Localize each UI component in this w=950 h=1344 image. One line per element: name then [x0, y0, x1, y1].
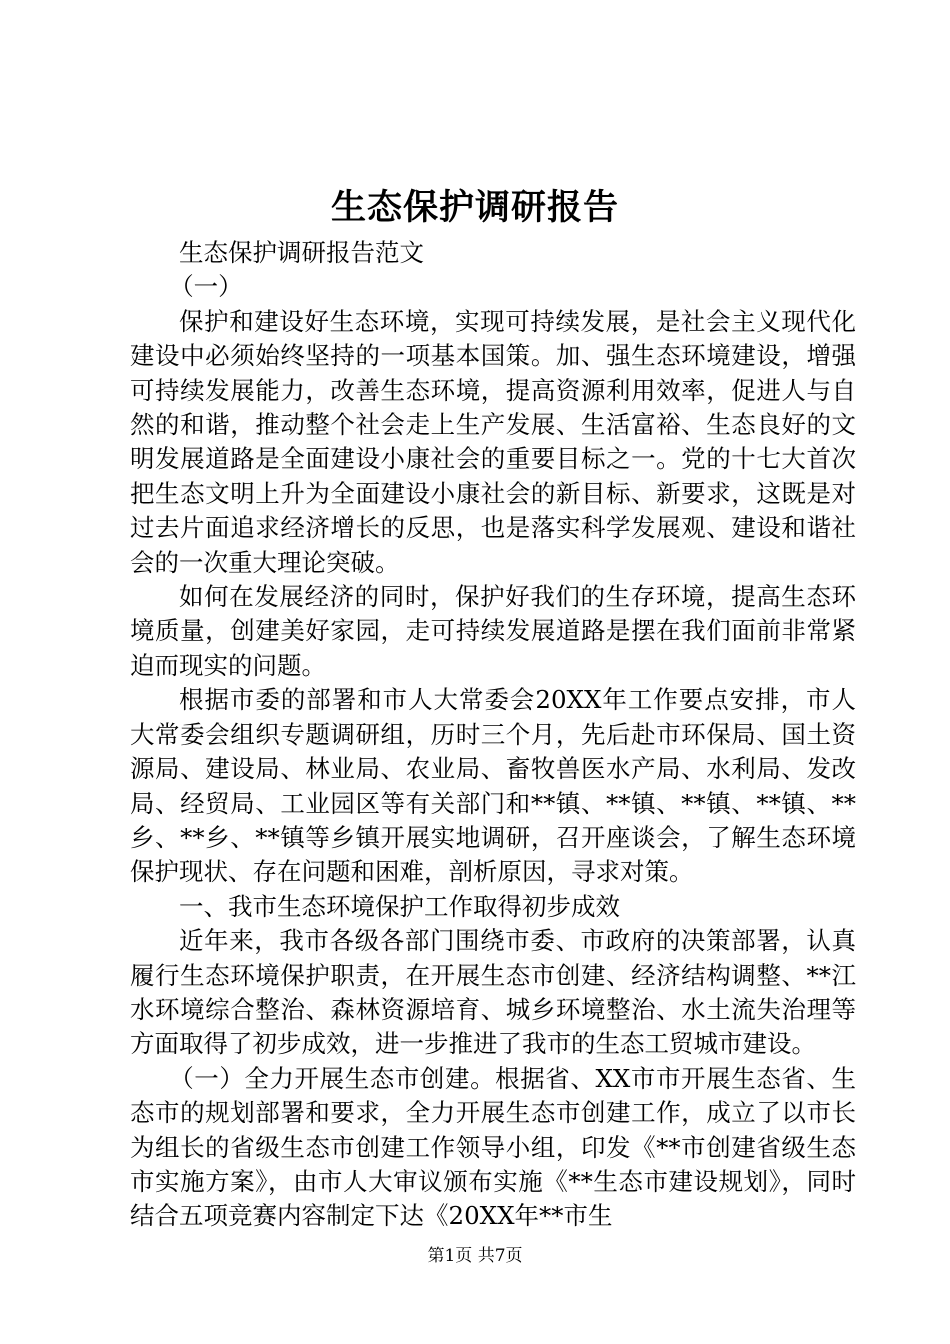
section-heading: 一、我市生态环境保护工作取得初步成效: [179, 891, 620, 921]
body-paragraph: 保护和建设好生态环境，实现可持续发展，是社会主义现代化建设中必须始终坚持的一项基本国策。加、强生态环境建设，增强可持续发展能力，改善生态环境，提高资源利用效率，促进人与自然的和谐，推动整个社会走上生产发展、生活富裕、生态良好的文明发展道路是全面建设小康社会的重要目标之一。党的十七大首次把生态文明上升为全面建设小康社会的新目标、新要求，这既是对过去片面追求经济增长的反思，也是落实科学发展观、建设和谐社会的一次重大理论突破。: [130, 306, 856, 577]
body-paragraph: 近年来，我市各级各部门围绕市委、市政府的决策部署，认真履行生态环境保护职责，在开展生态市创建、经济结构调整、**江水环境综合整治、森林资源培育、城乡环境整治、水土流失治理等方面取得了初步成效，进一步推进了我市的生态工贸城市建设。: [130, 926, 856, 1059]
document-body: [130, 236, 856, 1234]
document-title: 生态保护调研报告: [330, 187, 619, 228]
page-footer: 第1页 共7页: [427, 1246, 523, 1266]
body-paragraph: （一）全力开展生态市创建。根据省、XX市市开展生态省、生态市的规划部署和要求，全力开展生态市创建工作，成立了以市长为组长的省级生态市创建工作领导小组，印发《**市创建省级生态市实施方案》，由市人大审议颁布实施《**生态市建设规划》，同时结合五项竞赛内容制定下达《20XX年**市生: [130, 1063, 856, 1231]
section-number-paragraph: （一）: [169, 272, 243, 302]
body-paragraph: 根据市委的部署和市人大常委会20XX年工作要点安排，市人大常委会组织专题调研组，历时三个月，先后赴市环保局、国土资源局、建设局、林业局、农业局、畜牧兽医水产局、水利局、发改局、经贸局、工业园区等有关部门和**镇、**镇、**镇、**镇、**乡、**乡、**镇等乡镇开展实地调研，召开座谈会，了解生态环境保护现状、存在问题和困难，剖析原因，寻求对策。: [130, 685, 856, 887]
subtitle-paragraph: 生态保护调研报告范文: [179, 238, 424, 267]
body-paragraph: 如何在发展经济的同时，保护好我们的生存环境，提高生态环境质量，创建美好家园，走可持续发展道路是摆在我们面前非常紧迫而现实的问题。: [130, 582, 856, 680]
